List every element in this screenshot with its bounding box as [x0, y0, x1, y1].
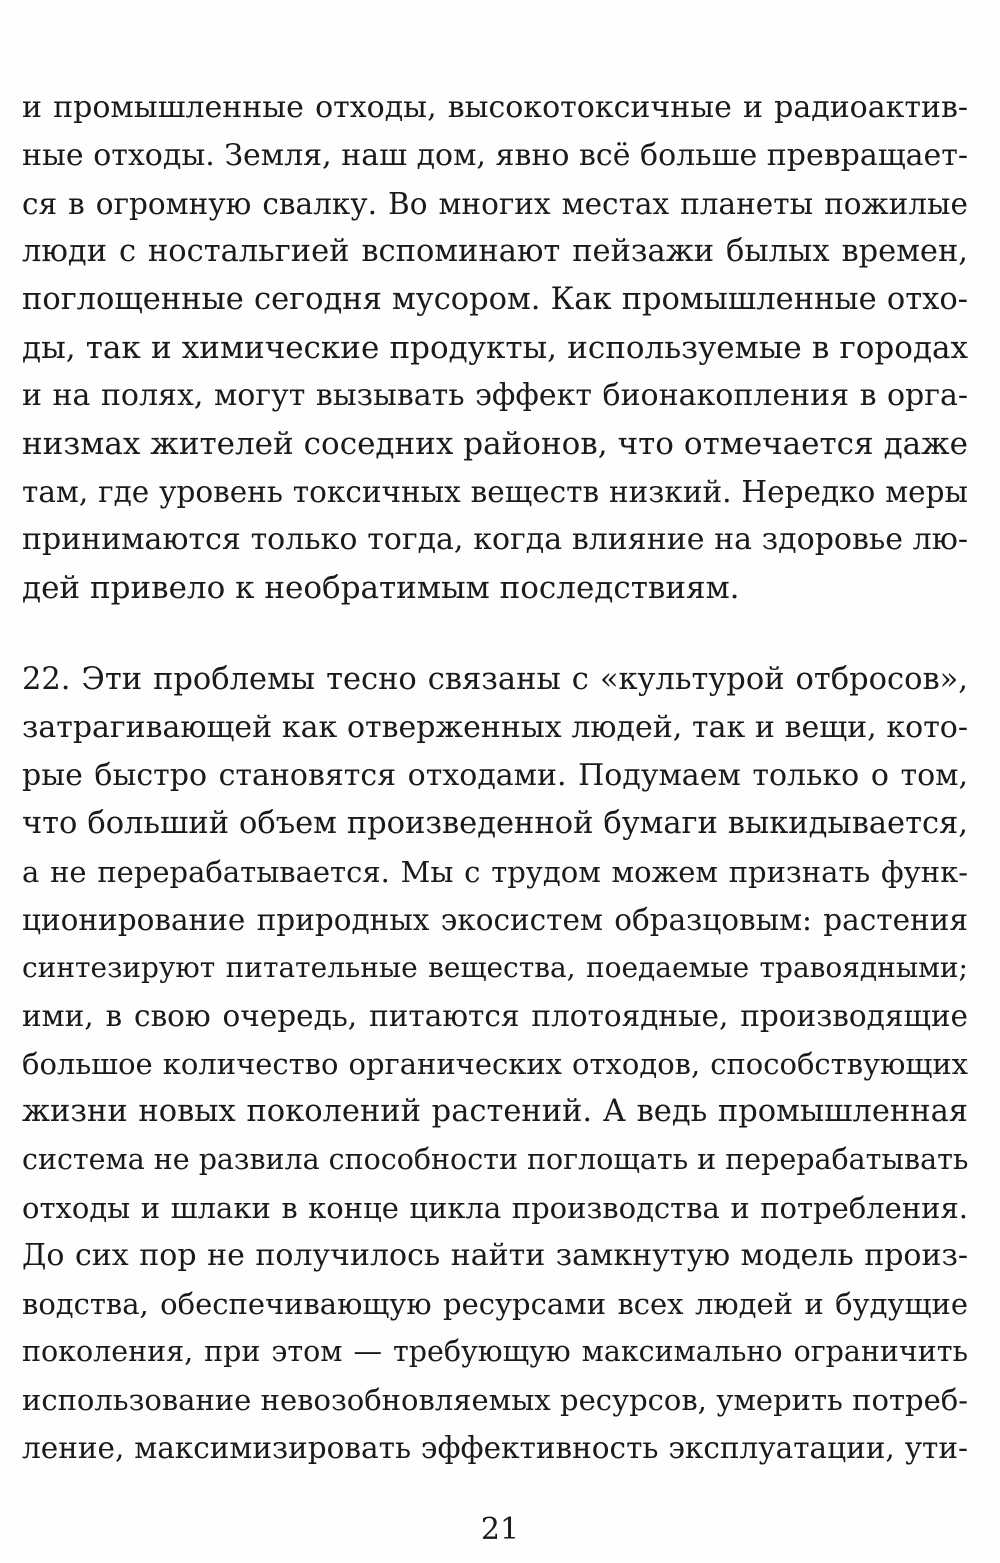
- text-line: а не перерабатывается. Мы с трудом можем признать функ-: [22, 855, 968, 889]
- paragraph-continued: [22, 84, 968, 612]
- text-line: 22. Эти проблемы тесно связаны с «культурой отбросов»,: [22, 662, 968, 697]
- text-line: поколения, при этом — требующую максимально ограничить: [22, 1335, 968, 1368]
- text-line: затрагивающей как отверженных людей, так и вещи, кото-: [22, 710, 968, 745]
- text-line: большое количество органических отходов, способствующих: [22, 1047, 968, 1081]
- text-line: и промышленные отходы, высокотоксичные и радиоактив-: [22, 90, 968, 125]
- page-number: 21: [480, 1512, 520, 1547]
- text-line: дей привело к необратимым последствиям.: [22, 570, 740, 606]
- text-line: что больший объем произведенной бумаги выкидывается,: [22, 806, 968, 841]
- text-line: принимаются только тогда, когда влияние на здоровье лю-: [22, 522, 968, 557]
- text-line: отходы и шлаки в конце цикла производства и потребления.: [22, 1191, 968, 1225]
- text-line: ся в огромную свалку. Во многих местах планеты пожилые: [22, 187, 968, 221]
- text-line: синтезируют питательные вещества, поедаемые травоядными;: [22, 951, 968, 984]
- text-line: рые быстро становятся отходами. Подумаем только о том,: [22, 758, 968, 793]
- text-line: ды, так и химические продукты, используемые в городах: [22, 330, 968, 366]
- text-line: ление, максимизировать эффективность эксплуатации, ути-: [22, 1431, 968, 1465]
- text-line: система не развила способности поглощать и перерабатывать: [22, 1143, 968, 1176]
- text-line: жизни новых поколений растений. А ведь промышленная: [22, 1094, 968, 1129]
- text-line: водства, обеспечивающую ресурсами всех людей и будущие: [22, 1287, 968, 1321]
- text-line: люди с ностальгией вспоминают пейзажи былых времен,: [22, 234, 968, 269]
- text-line: поглощенные сегодня мусором. Как промышленные отхо-: [22, 282, 968, 317]
- text-line: низмах жителей соседних районов, что отмечается даже: [22, 426, 968, 462]
- paragraph-22: [22, 656, 968, 1472]
- text-line: ные отходы. Земля, наш дом, явно всё больше превращает-: [22, 138, 968, 173]
- text-line: ими, в свою очередь, питаются плотоядные, производящие: [22, 999, 968, 1033]
- text-line: ционирование природных экосистем образцовым: растения: [22, 903, 968, 937]
- text-line: там, где уровень токсичных веществ низкий. Нередко меры: [22, 475, 968, 509]
- text-line: и на полях, могут вызывать эффект бионакопления в орга-: [22, 378, 968, 413]
- text-line: До сих пор не получилось найти замкнутую модель произ-: [22, 1238, 968, 1273]
- text-line: использование невозобновляемых ресурсов, умерить потреб-: [22, 1383, 968, 1417]
